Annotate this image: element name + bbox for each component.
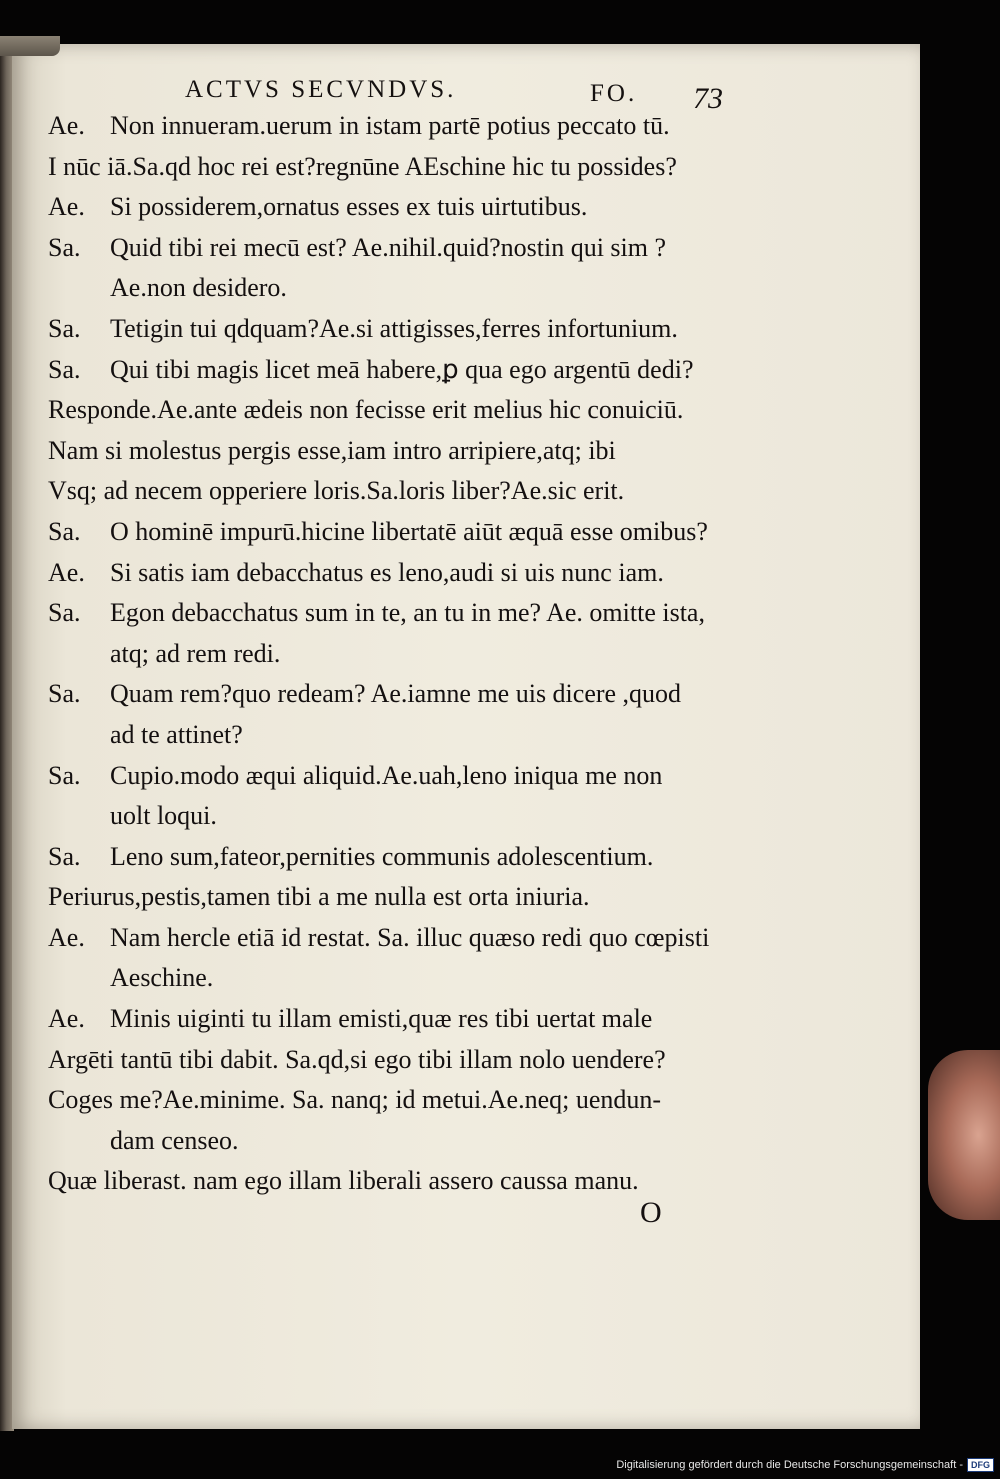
text-line [48, 756, 768, 797]
text-line [48, 634, 768, 675]
line-text: O hominē impurū.hicine libertatē aiūt æquā esse omibus? [110, 516, 708, 546]
speaker-label: Sa. [48, 841, 81, 871]
footer-credit: Digitalisierung gefördert durch die Deutsche Forschungsgemeinschaft - [616, 1459, 963, 1471]
line-text: Tetigin tui qdquam?Ae.si attigisses,ferres infortunium. [110, 313, 678, 343]
line-text: Quæ liberast. nam ego illam liberali assero caussa manu. [48, 1166, 639, 1196]
line-text: Cupio.modo æqui aliquid.Ae.uah,leno iniqua me non [110, 760, 663, 790]
text-line [48, 593, 768, 634]
running-title: ACTVS SECVNDVS. [185, 76, 457, 103]
digitization-footer [616, 1455, 994, 1475]
text-line [48, 106, 768, 147]
text-line [48, 350, 768, 391]
speaker-label: Ae. [48, 111, 85, 140]
text-line [48, 390, 768, 431]
line-text: Si satis iam debacchatus es leno,audi si uis nunc iam. [110, 557, 664, 587]
speaker-label: Ae. [48, 192, 85, 222]
line-text: Qui tibi magis licet meā habere,ꝑ qua ego argentū dedi? [110, 354, 694, 384]
line-text: Nam si molestus pergis esse,iam intro arripiere,atq; ibi [48, 435, 616, 465]
dfg-logo: DFG [967, 1458, 994, 1472]
speaker-label: Sa. [48, 760, 81, 790]
line-text: Leno sum,fateor,pernities communis adolescentium. [110, 841, 654, 871]
speaker-label: Sa. [48, 516, 81, 546]
speaker-label: Sa. [48, 232, 81, 262]
text-line [48, 837, 768, 878]
text-line [48, 268, 768, 309]
line-text: Periurus,pestis,tamen tibi a me nulla est orta iniuria. [48, 882, 590, 912]
line-text: Quid tibi rei mecū est? Ae.nihil.quid?nostin qui sim ? [110, 232, 667, 262]
text-line [48, 471, 768, 512]
speaker-label: Sa. [48, 679, 81, 709]
text-line [48, 877, 768, 918]
text-line [48, 309, 768, 350]
text-line [48, 715, 768, 756]
line-text: uolt loqui. [110, 801, 217, 831]
line-text: atq; ad rem redi. [110, 638, 281, 668]
speaker-label: Ae. [48, 922, 85, 952]
line-text: Non innueram.uerum in istam partē potius peccato tū. [110, 111, 670, 140]
line-text: I nūc iā.Sa.qd hoc rei est?regnūne AEschine hic tu possides? [48, 151, 677, 181]
line-text: Ae.non desidero. [110, 273, 287, 303]
line-text: Responde.Ae.ante ædeis non fecisse erit melius hic conuiciū. [48, 395, 684, 425]
text-line [48, 999, 768, 1040]
text-line [48, 512, 768, 553]
line-text: Si possiderem,ornatus esses ex tuis uirtutibus. [110, 192, 588, 222]
folio-label: FO. [590, 80, 638, 107]
text-line [48, 674, 768, 715]
holder-thumb [928, 1050, 1000, 1220]
speaker-label: Sa. [48, 598, 81, 628]
line-text: Quam rem?quo redeam? Ae.iamne me uis dicere ,quod [110, 679, 682, 709]
line-text: Egon debacchatus sum in te, an tu in me? Ae. omitte ista, [110, 598, 705, 628]
line-text: Nam hercle etiā id restat. Sa. illuc quæso redi quo cœpisti [110, 922, 710, 952]
line-text: Minis uiginti tu illam emisti,quæ res tibi uertat male [110, 1004, 653, 1034]
line-text: Coges me?Ae.minime. Sa. nanq; id metui.Ae.neq; uendun- [48, 1085, 662, 1115]
speaker-label: Ae. [48, 557, 85, 587]
line-text: Aeschine. [110, 963, 214, 993]
text-line [48, 796, 768, 837]
speaker-label: Ae. [48, 1004, 85, 1034]
text-line [48, 958, 768, 999]
text-line [48, 1040, 768, 1081]
line-text: Vsq; ad necem opperiere loris.Sa.loris liber?Ae.sic erit. [48, 476, 625, 506]
catchword: O [640, 1196, 662, 1229]
text-line [48, 553, 768, 594]
speaker-label: Sa. [48, 313, 81, 343]
line-text: Argēti tantū tibi dabit. Sa.qd,si ego tibi illam nolo uendere? [48, 1044, 666, 1074]
speaker-label: Sa. [48, 354, 81, 384]
text-line [48, 187, 768, 228]
dialogue-text [48, 106, 768, 1202]
text-line [48, 918, 768, 959]
text-line [48, 1121, 768, 1162]
folio-number: 73 [693, 82, 723, 115]
line-text: ad te attinet? [110, 719, 243, 749]
line-text: dam censeo. [110, 1125, 239, 1155]
text-line [48, 228, 768, 269]
book-binding-corner [0, 36, 60, 56]
text-line [48, 1080, 768, 1121]
text-line [48, 147, 768, 188]
text-line [48, 431, 768, 472]
